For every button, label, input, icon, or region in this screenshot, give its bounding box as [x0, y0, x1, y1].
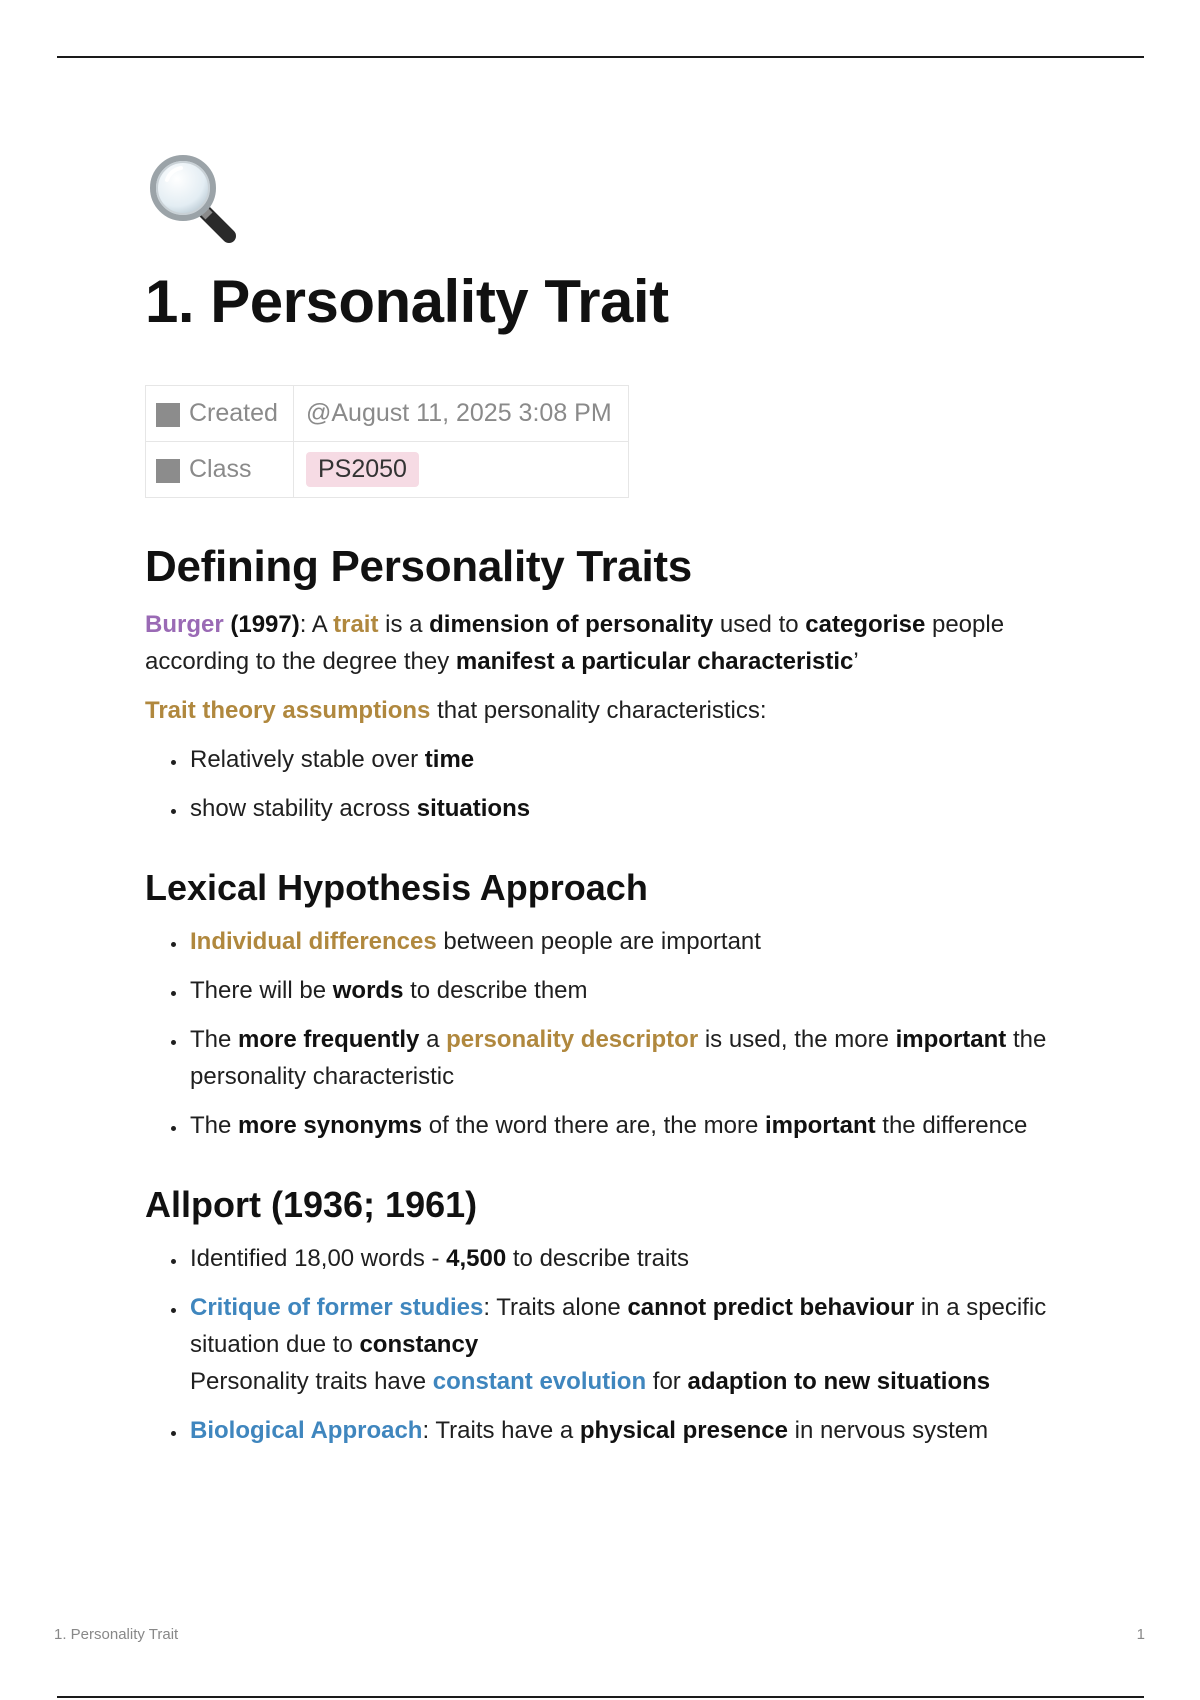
paragraph-assumptions: Trait theory assumptions that personality characteristics:	[145, 697, 767, 724]
magnifying-glass-icon	[145, 150, 241, 246]
bottom-rule	[57, 1696, 1144, 1698]
page-title: 1. Personality Trait	[145, 268, 669, 335]
list-item: • Critique of former studies: Traits alone cannot predict behaviour in a specific situation due to constancy Personality traits have constant evolution for adaption to new situations	[188, 1289, 1075, 1400]
list-item: • Biological Approach: Traits have a physical presence in nervous system	[188, 1412, 1075, 1449]
property-key: Class	[189, 455, 252, 483]
paragraph-definition: Burger (1997): A trait is a dimension of personality used to categorise people according to the degree they manifest a particular characteristic’	[145, 611, 1005, 675]
section-heading: Lexical Hypothesis Approach	[145, 867, 648, 908]
bullet-list	[145, 923, 1075, 1144]
bullet-list	[145, 1240, 1075, 1449]
section-heading: Defining Personality Traits	[145, 542, 692, 591]
page-number: 1	[1136, 1626, 1145, 1643]
list-item: • There will be words to describe them	[188, 972, 1075, 1009]
list-item: • The more synonyms of the word there are, the more important the difference	[188, 1107, 1075, 1144]
list-item: • Relatively stable over time	[188, 741, 1075, 778]
property-type-icon	[156, 403, 180, 427]
top-rule	[57, 56, 1144, 58]
properties-table	[145, 385, 629, 498]
list-item: • Individual differences between people are important	[188, 923, 1075, 960]
footer-title: 1. Personality Trait	[54, 1626, 179, 1643]
bullet-list	[145, 741, 1075, 827]
property-row-class	[146, 442, 629, 498]
list-item: • Identified 18,00 words - 4,500 to describe traits	[188, 1240, 1075, 1277]
property-type-icon	[156, 459, 180, 483]
page-content	[145, 150, 1075, 1461]
list-item: • show stability across situations	[188, 790, 1075, 827]
section-heading: Allport (1936; 1961)	[145, 1184, 478, 1225]
property-row-created	[146, 386, 629, 442]
property-value-created[interactable]: @August 11, 2025 3:08 PM	[294, 386, 629, 442]
list-item: • The more frequently a personality descriptor is used, the more important the personality characteristic	[188, 1021, 1075, 1095]
property-key: Created	[189, 399, 278, 427]
class-tag[interactable]: PS2050	[306, 452, 419, 487]
